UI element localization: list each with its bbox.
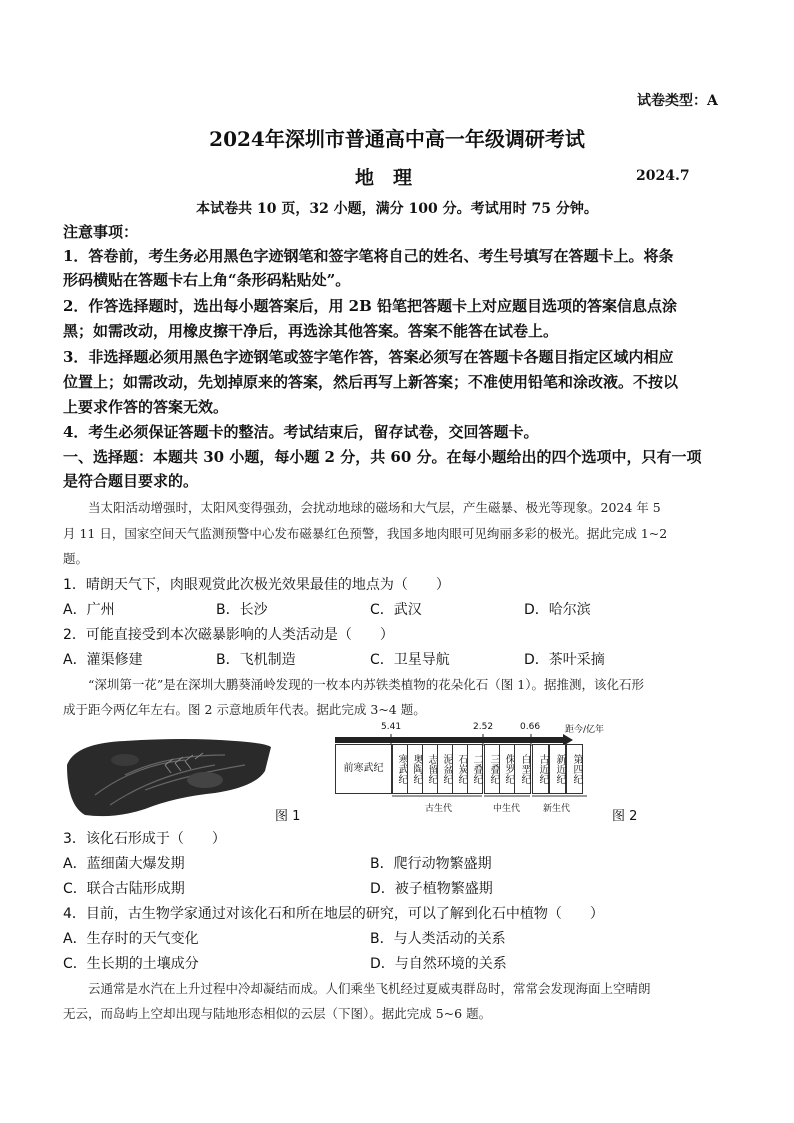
- question-2: 2．可能直接受到本次磁暴影响的人类活动是（ ）: [63, 627, 394, 643]
- era-label: 新生代: [543, 804, 571, 814]
- q3-option-c: C．联合古陆形成期: [63, 881, 185, 897]
- note-line: 上要求作答的答案无效。: [63, 398, 229, 416]
- period-cell: 奥陶纪: [407, 744, 423, 794]
- note-line: 4．考生必须保证答题卡的整洁。考试结束后，留存试卷，交回答题卡。: [63, 423, 539, 441]
- q2-option-c: C．卫星导航: [370, 652, 450, 668]
- note-line: 黑；如需改动，用橡皮擦干净后，再选涂其他答案。答案不能答在试卷上。: [63, 322, 559, 340]
- passage-line: 题。: [63, 551, 89, 566]
- q4-option-b: B．与人类活动的关系: [370, 931, 506, 947]
- q3-option-b: B．爬行动物繁盛期: [370, 856, 492, 872]
- period-cell: 石炭纪: [452, 744, 468, 794]
- figure-1-caption: 图 1: [275, 809, 301, 824]
- period-cell: 白垩纪: [514, 744, 531, 794]
- question-3: 3．该化石形成于（ ）: [63, 831, 226, 847]
- period-cell: 侏罗纪: [499, 744, 515, 794]
- q4-option-d: D．与自然环境的关系: [370, 956, 507, 972]
- era-label: 古生代: [425, 804, 453, 814]
- q1-option-c: C．武汉: [370, 602, 422, 618]
- page-title: 2024年深圳市普通高中高一年级调研考试: [209, 127, 585, 151]
- passage-line: “深圳第一花”是在深圳大鹏葵涌岭发现的一枚本内苏铁类植物的花朵化石（图 1）。据推测，该化石形: [88, 677, 644, 692]
- period-cell: 新近纪: [549, 744, 566, 794]
- passage-line: 无云，而岛屿上空却出现与陆地形态相似的云层（下图）。据此完成 5~6 题。: [63, 1006, 492, 1021]
- paper-type: 试卷类型：A: [637, 93, 718, 109]
- q2-option-d: D．茶叶采摘: [524, 652, 605, 668]
- passage-line: 云通常是水汽在上升过程中冷却凝结而成。人们乘坐飞机经过夏威夷群岛时，常常会发现海面上空晴朗: [88, 981, 651, 996]
- note-line: 形码横贴在答题卡右上角“条形码粘贴处”。: [63, 271, 351, 289]
- period-cell: 二叠纪: [467, 744, 483, 794]
- exam-date: 2024.7: [636, 168, 690, 184]
- question-4: 4．目前，古生物学家通过对该化石和所在地层的研究，可以了解到化石中植物（ ）: [63, 906, 604, 922]
- q3-option-d: D．被子植物繁盛期: [370, 881, 493, 897]
- passage-line: 月 11 日，国家空间天气监测预警中心发布磁暴红色预警，我国多地肉眼可见绚丽多彩的极光。据此完成 1~2: [63, 526, 668, 541]
- period-cell: 三叠纪: [484, 744, 500, 794]
- period-cell: 寒武纪: [392, 744, 408, 794]
- passage-line: 当太阳活动增强时，太阳风变得强劲，会扰动地球的磁场和大气层，产生磁暴、极光等现象。2024 年 5: [88, 500, 661, 515]
- geologic-time-chart: [335, 718, 615, 818]
- question-1: 1．晴朗天气下，肉眼观赏此次极光效果最佳的地点为（ ）: [63, 577, 450, 593]
- q3-option-a: A．蓝细菌大爆发期: [63, 856, 185, 872]
- q2-option-a: A．灌渠修建: [63, 652, 143, 668]
- q2-option-b: B．飞机制造: [216, 652, 296, 668]
- note-line: 2．作答选择题时，选出每小题答案后，用 2B 铅笔把答题卡上对应题目选项的答案信息点涂: [63, 297, 678, 315]
- era-label: 中生代: [493, 804, 521, 814]
- section-heading-cont: 是符合题目要求的。: [63, 472, 199, 490]
- note-line: 位置上；如需改动，先划掉原来的答案，然后再写上新答案；不准使用铅笔和涂改液。不按以: [63, 373, 679, 391]
- subject-title: 地 理: [355, 167, 413, 189]
- notes-heading: 注意事项：: [63, 223, 139, 241]
- tick-label: 5.41: [381, 722, 402, 732]
- q4-option-a: A．生存时的天气变化: [63, 931, 199, 947]
- q1-option-d: D．哈尔滨: [524, 602, 591, 618]
- exam-info: 本试卷共 10 页，32 小题，满分 100 分。考试用时 75 分钟。: [196, 201, 598, 217]
- tick-label: 2.52: [473, 722, 494, 732]
- fossil-photo: [65, 735, 273, 820]
- q1-option-a: A．广州: [63, 602, 115, 618]
- period-cell: 第四纪: [566, 744, 583, 794]
- section-heading: 一、选择题：本题共 30 小题，每小题 2 分，共 60 分。在每小题给出的四个选项中，只有一项: [63, 448, 702, 466]
- tick-label: 0.66: [520, 722, 541, 732]
- figure-2-caption: 图 2: [612, 809, 638, 824]
- period-cell: 古近纪: [532, 744, 549, 794]
- axis-label: 距今/亿年: [565, 725, 605, 735]
- note-line: 3．非选择题必须用黑色字迹钢笔或签字笔作答，答案必须写在答题卡各题目指定区域内相应: [63, 348, 674, 366]
- period-cell: 泥盆纪: [437, 744, 453, 794]
- passage-line: 成于距今两亿年左右。图 2 示意地质年代表。据此完成 3~4 题。: [63, 702, 426, 717]
- note-line: 1．答卷前，考生务必用黑色字迹钢笔和签字笔将自己的姓名、考生号填写在答题卡上。将条: [63, 247, 674, 265]
- q1-option-b: B．长沙: [216, 602, 268, 618]
- period-cell: 志留纪: [422, 744, 438, 794]
- q4-option-c: C．生长期的土壤成分: [63, 956, 199, 972]
- period-precambrian: 前寒武纪: [335, 744, 392, 794]
